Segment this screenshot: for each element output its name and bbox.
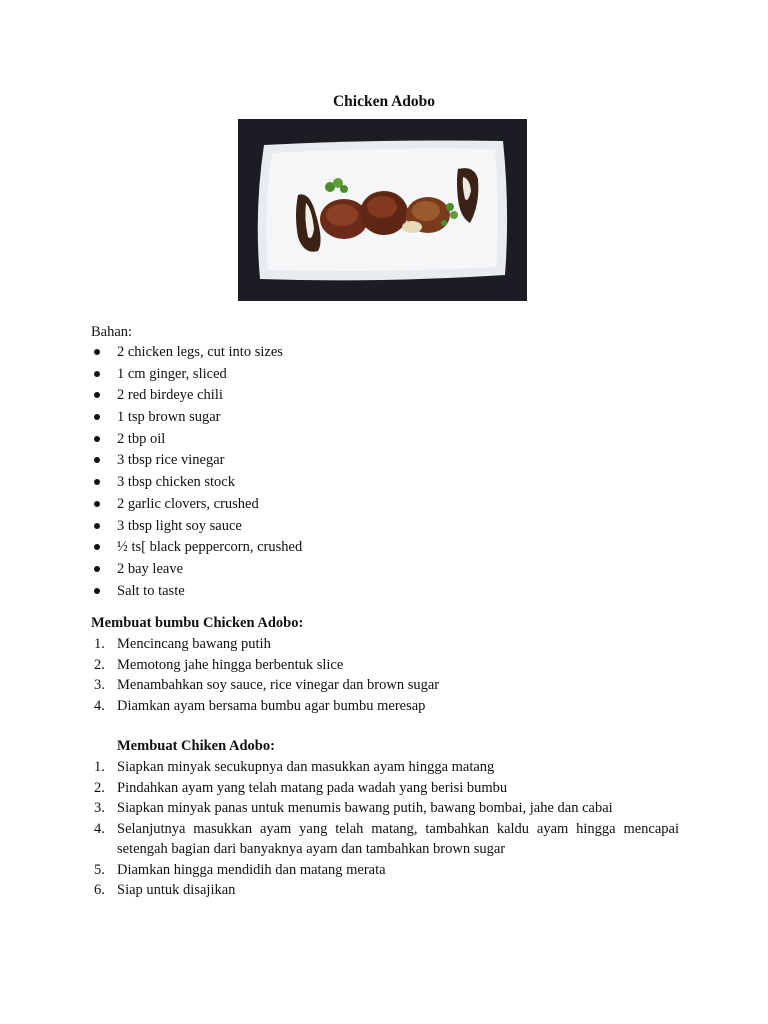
bullet-icon	[94, 349, 100, 355]
document-title: Chicken Adobo	[332, 93, 436, 110]
list-item: ½ ts[ black peppercorn, crushed	[91, 538, 302, 560]
list-item: 6. Siap untuk disajikan	[94, 882, 236, 898]
list-item: 4. Diamkan ayam bersama bumbu agar bumbu meresap	[94, 697, 426, 714]
list-item: 1. Siapkan minyak secukupnya dan masukkan ayam hingga matang	[94, 759, 495, 775]
list-item: 4. Selanjutnya masukkan ayam yang telah matang, tambahkan kaldu ayam hingga mencapai setengah bagian dari banyaknya ayam dan tambahkan brown sugar	[94, 820, 679, 857]
list-item: 1 cm ginger, sliced	[91, 365, 302, 387]
list-item: 3 tbsp chicken stock	[91, 473, 302, 495]
dish-photo	[238, 119, 527, 301]
list-item: 2 bay leave	[91, 560, 302, 582]
ingredients-label: Bahan:	[91, 324, 133, 340]
section-heading-cooking: Membuat Chiken Adobo:	[117, 738, 275, 754]
list-item: 5. Diamkan hingga mendidih dan matang merata	[94, 861, 386, 878]
list-item: 2. Pindahkan ayam yang telah matang pada wadah yang berisi bumbu	[94, 779, 508, 796]
bullet-icon	[94, 392, 100, 398]
list-item: 1 tsp brown sugar	[91, 408, 302, 430]
bullet-icon	[94, 588, 100, 594]
list-item: 2 red birdeye chili	[91, 386, 302, 408]
bullet-icon	[94, 479, 100, 485]
bullet-icon	[94, 414, 100, 420]
list-item: 2 tbp oil	[91, 430, 302, 452]
bullet-icon	[94, 371, 100, 377]
ingredients-list	[91, 343, 302, 603]
list-item: 2 chicken legs, cut into sizes	[91, 343, 302, 365]
list-item: 3. Siapkan minyak panas untuk menumis bawang putih, bawang bombai, jahe dan cabai	[94, 800, 613, 816]
bullet-icon	[94, 457, 100, 463]
cooking-steps-list	[91, 757, 679, 901]
bullet-icon	[94, 566, 100, 572]
list-item: 1. Mencincang bawang putih	[94, 636, 271, 652]
bullet-icon	[94, 436, 100, 442]
section-heading-bumbu: Membuat bumbu Chicken Adobo:	[91, 615, 304, 631]
list-item: 3. Menambahkan soy sauce, rice vinegar dan brown sugar	[94, 677, 440, 693]
list-item: 2. Memotong jahe hingga berbentuk slice	[94, 656, 344, 673]
list-item: 2 garlic clovers, crushed	[91, 495, 302, 517]
bullet-icon	[94, 501, 100, 507]
bumbu-steps-list	[91, 634, 679, 716]
bullet-icon	[94, 544, 100, 550]
list-item: Salt to taste	[91, 582, 302, 604]
list-item: 3 tbsp light soy sauce	[91, 517, 302, 539]
list-item: 3 tbsp rice vinegar	[91, 451, 302, 473]
bullet-icon	[94, 523, 100, 529]
